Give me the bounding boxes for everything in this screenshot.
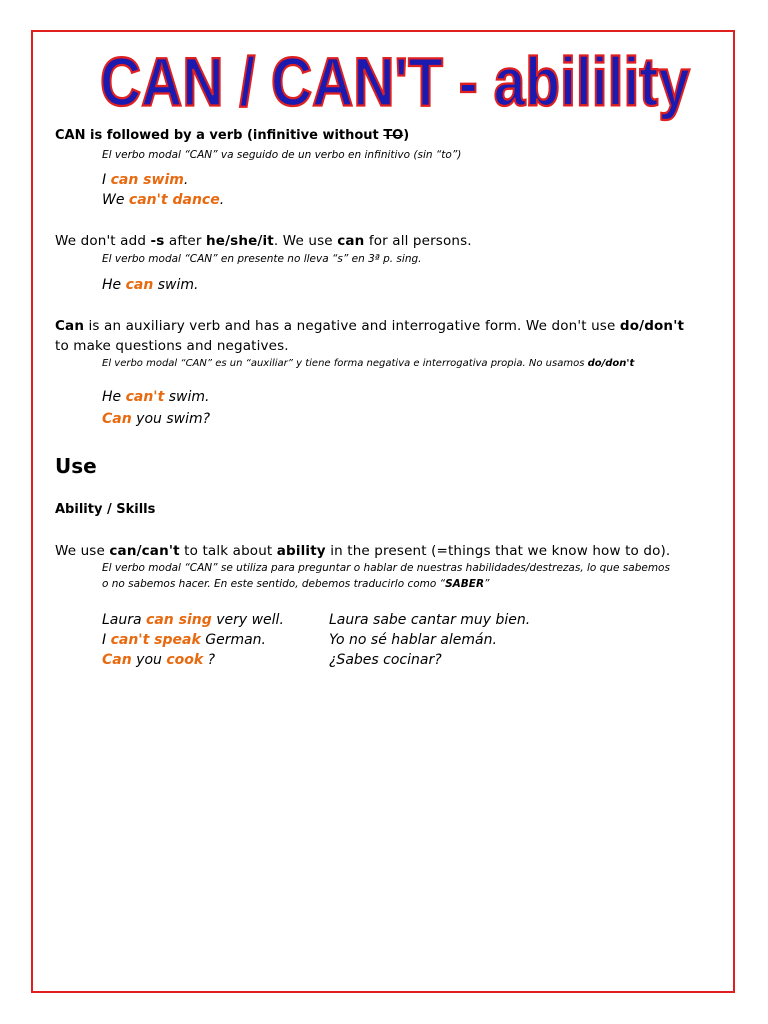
section3-note bbox=[102, 358, 634, 369]
section1-heading bbox=[55, 128, 409, 143]
bold-text: can/can't bbox=[109, 543, 180, 559]
ex-text: you swim? bbox=[131, 411, 211, 427]
bold-text: -s bbox=[150, 233, 165, 249]
ex-text: I bbox=[102, 172, 111, 188]
use-heading: Use bbox=[55, 454, 97, 478]
section1-note: El verbo modal “CAN” va seguido de un verbo en infinitivo (sin “to”) bbox=[102, 149, 462, 161]
bold-text: can bbox=[337, 233, 365, 249]
note-bold: do/don't bbox=[587, 358, 635, 369]
ex-highlight: can sing bbox=[146, 612, 212, 628]
ex-highlight: can't bbox=[125, 389, 165, 405]
text: We use bbox=[55, 543, 110, 559]
translation: Laura sabe cantar muy bien. bbox=[329, 612, 531, 628]
ex-highlight: can swim bbox=[110, 172, 184, 188]
ex-text: German. bbox=[200, 632, 266, 648]
ex-highlight: Can bbox=[102, 411, 132, 427]
note-text: El verbo modal “CAN” es un “auxiliar” y tiene forma negativa e interrogativa propia. No usamos bbox=[102, 358, 588, 369]
example-line bbox=[102, 277, 198, 293]
translation: ¿Sabes cocinar? bbox=[329, 652, 442, 668]
ex-highlight: cook bbox=[166, 652, 204, 668]
bold-text: Can bbox=[55, 318, 85, 334]
text: to talk about bbox=[179, 543, 277, 559]
section3-line2: to make questions and negatives. bbox=[55, 338, 289, 354]
section2-text bbox=[55, 233, 472, 249]
ex-text: swim. bbox=[164, 389, 210, 405]
text: . We use bbox=[273, 233, 338, 249]
translation: Yo no sé hablar alemán. bbox=[329, 632, 497, 648]
page-title bbox=[90, 34, 710, 124]
example-line bbox=[102, 632, 266, 648]
section3-text bbox=[55, 318, 684, 334]
ex-highlight: can bbox=[125, 277, 154, 293]
example-line bbox=[102, 612, 284, 628]
note-text: o no sabemos hacer. En este sentido, debemos traducirlo como “ bbox=[102, 578, 446, 590]
text: in the present (=things that we know how to do). bbox=[325, 543, 671, 559]
text: for all persons. bbox=[364, 233, 472, 249]
heading-close: ) bbox=[403, 128, 410, 143]
ex-text: ? bbox=[203, 652, 216, 668]
ex-text: I bbox=[102, 632, 111, 648]
ex-text: Laura bbox=[102, 612, 147, 628]
ex-text: . bbox=[219, 192, 225, 208]
use-subheading: Ability / Skills bbox=[55, 502, 156, 517]
ex-text: swim. bbox=[153, 277, 199, 293]
use-note-line1: El verbo modal “CAN” se utiliza para preguntar o hablar de nuestras habilidades/destrezas, lo que sabemos bbox=[102, 562, 670, 574]
text: We don't add bbox=[55, 233, 151, 249]
ex-text: We bbox=[102, 192, 129, 208]
ex-highlight: Can bbox=[102, 652, 132, 668]
ex-highlight: can't speak bbox=[110, 632, 201, 648]
example-line bbox=[102, 192, 224, 208]
ex-text: He bbox=[102, 277, 126, 293]
example-line bbox=[102, 411, 210, 427]
heading-text: CAN is followed by a verb (infinitive without bbox=[55, 128, 384, 143]
ex-text: very well. bbox=[211, 612, 284, 628]
example-line bbox=[102, 389, 209, 405]
text: after bbox=[164, 233, 207, 249]
bold-text: he/she/it bbox=[206, 233, 274, 249]
section2-note: El verbo modal “CAN” en presente no lleva “s” en 3ª p. sing. bbox=[102, 253, 422, 265]
example-line bbox=[102, 652, 215, 668]
use-note-line2 bbox=[102, 578, 490, 590]
ex-text: you bbox=[131, 652, 167, 668]
note-text: ” bbox=[484, 578, 490, 590]
title-text: CAN / CAN'T - abilility bbox=[100, 42, 691, 121]
use-text bbox=[55, 543, 670, 559]
bold-text: ability bbox=[276, 543, 326, 559]
struck-to: TO bbox=[383, 128, 404, 143]
ex-text: . bbox=[183, 172, 189, 188]
ex-highlight: can't dance bbox=[128, 192, 220, 208]
example-line bbox=[102, 172, 188, 188]
bold-text: do/don't bbox=[619, 318, 685, 334]
ex-text: He bbox=[102, 389, 126, 405]
text: is an auxiliary verb and has a negative and interrogative form. We don't use bbox=[84, 318, 620, 334]
note-bold: SABER bbox=[445, 578, 485, 590]
